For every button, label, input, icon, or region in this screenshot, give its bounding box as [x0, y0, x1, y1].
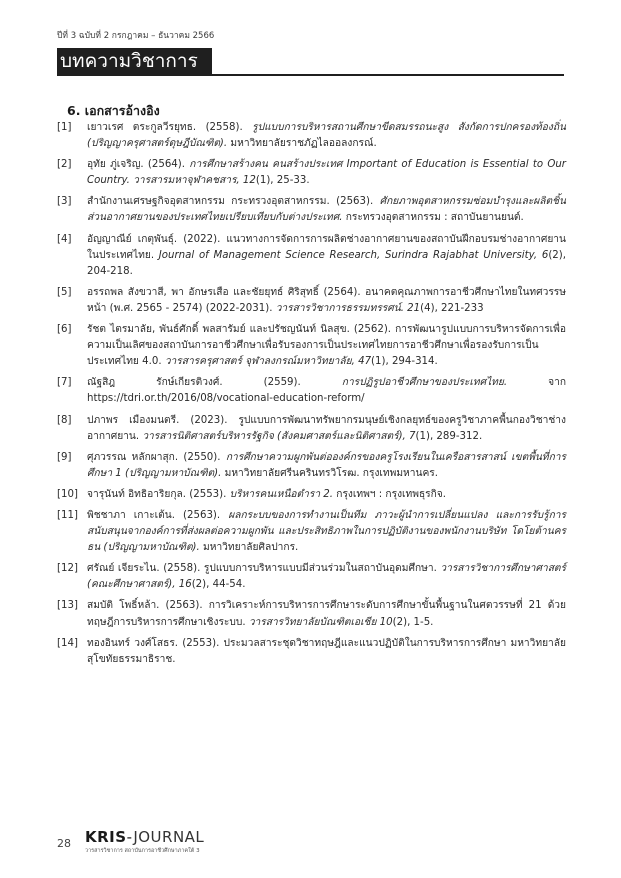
- reference-item: [57, 194, 566, 226]
- banner-rule: [57, 74, 564, 76]
- reference-text: [87, 636, 566, 668]
- reference-italic-segment: Journal of Management Science Research, Surindra Rajabhat University, 6: [158, 249, 549, 261]
- reference-text: [87, 561, 566, 593]
- reference-text: [87, 194, 566, 226]
- reference-number: [2]: [57, 159, 72, 171]
- reference-italic-segment: ผลกระบบของการทำงานเป็นทีม ภาวะผู้นำการเปลี่ยนแปลง และการรับรู้การสนับสนุนจากองค์การที่ส่งผลต่อความผูกพัน และประสิทธิภาพในการปฏิบัติงานของพนักงานบริษัท โดโยต้านครธน (ปริญญามหาบัณฑิต).: [87, 509, 566, 554]
- reference-number: [14]: [57, 637, 78, 649]
- reference-segment: สำนักงานเศรษฐกิจอุตสาหกรรม กระทรวงอุตสาหกรรม. (2563).: [87, 196, 380, 208]
- reference-segment: กระทรวงอุตสาหกรรม : สถาบันยานยนต์.: [342, 212, 524, 224]
- reference-segment: (1), 294-314.: [371, 356, 438, 368]
- reference-number: [7]: [57, 377, 72, 389]
- reference-item: [57, 561, 566, 593]
- reference-segment: ศรัณย์ เจียระไน. (2558). รูปแบบการบริหารแบบมีส่วนร่วมในสถาบันอุดมศึกษา.: [87, 563, 441, 575]
- logo-dash: -: [126, 828, 134, 846]
- reference-italic-segment: การศึกษาสร้างคน คนสร้างประเทศ Important of Education is Essential to Our Country. วารสารมหาจุฬาคชสาร, 12: [87, 159, 566, 187]
- journal-subtitle: วารสารวิชาการ สถาบันการอาชีวศึกษาภาคใต้ 3: [85, 848, 200, 854]
- reference-item: [57, 413, 566, 445]
- reference-text: [87, 375, 566, 407]
- reference-text: [87, 285, 566, 317]
- reference-italic-segment: วารสารครุศาสตร์ จุฬาลงกรณ์มหาวิทยาลัย, 47: [164, 356, 372, 368]
- reference-segment: (1), 25-33.: [255, 175, 310, 187]
- reference-segment: ทองอินทร์ วงศ์โสธร. (2553). ประมวลสาระชุดวิชาทฤษฎีและแนวปฏิบัติในการบริหารการศึกษา มหาวิทยาลัยสุโขทัยธรรมาธิราช.: [87, 637, 566, 665]
- logo-main: KRIS: [85, 828, 127, 846]
- reference-italic-segment: รูปแบบการบริหารสถานศึกษาขีดสมรรถนะสูง สังกัดการปกครองท้องถิ่น (ปริญญาครุศาสตร์ดุษฎีบัณฑิต).: [87, 122, 566, 150]
- logo-journal: JOURNAL: [133, 828, 205, 846]
- reference-number: [6]: [57, 324, 72, 336]
- reference-segment: จารุนันท์ อิทธิอาริยกุล. (2553).: [87, 488, 230, 500]
- reference-number: [5]: [57, 286, 72, 298]
- reference-italic-segment: วารสารวิชาการศึกษาศาสตร์ (คณะศึกษาศาสตร์), 16: [87, 563, 566, 591]
- reference-segment: ณัฐสิฎ รักษ์เกียรติวงศ์. (2559).: [87, 377, 342, 389]
- page-number: 28: [57, 837, 71, 850]
- reference-italic-segment: วารสารวิชาการธรรมทรรศน์. 21: [275, 302, 421, 314]
- reference-number: [8]: [57, 414, 72, 426]
- journal-logo: [85, 828, 204, 846]
- reference-item: [57, 285, 566, 317]
- reference-segment: (2), 204-218.: [87, 249, 566, 277]
- reference-segment: มหาวิทยาลัยราชภัฏไลออลงกรณ์.: [227, 138, 377, 150]
- reference-segment: มหาวิทยาลัยศิลปากร.: [199, 542, 299, 554]
- reference-segment: ปภาพร เมืองมนตรี. (2023). รูปแบบการพัฒนาทรัพยากรมนุษย์เชิงกลยุทธ์ของครูวิชาภาคพื้นกองวิชาช่างอากาศยาน.: [87, 414, 566, 442]
- reference-segment: อรรถพล สังขวาสี, พา อักษรเสือ และชัยยุทธ์ ศิริสุทธิ์ (2564). อนาคตคุณภาพการอาชีวศึกษาไทยในทศวรรษหน้า (พ.ศ. 2565 - 2574) (2022-2031).: [87, 286, 566, 314]
- reference-number: [10]: [57, 488, 78, 500]
- reference-item: [57, 487, 566, 503]
- reference-number: [11]: [57, 509, 78, 521]
- reference-segment: (2), 1-5.: [392, 616, 434, 628]
- reference-item: [57, 508, 566, 556]
- reference-number: [3]: [57, 196, 72, 208]
- reference-italic-segment: ศักยภาพอุตสาหกรรมซ่อมบำรุงและผลิตชิ้นส่วนอากาศยานของประเทศไทยเปรียบเทียบกับต่างประเทศ.: [87, 196, 566, 224]
- reference-segment: (2), 44-54.: [191, 579, 246, 591]
- reference-item: [57, 636, 566, 668]
- reference-item: [57, 322, 566, 370]
- reference-segment: จาก https://tdri.or.th/2016/08/vocational-education-reform/: [87, 377, 566, 405]
- reference-number: [13]: [57, 600, 78, 612]
- reference-segment: มหาวิทยาลัยศรีนครินทรวิโรฒ. กรุงเทพมหานคร.: [221, 467, 438, 479]
- reference-segment: (1), 289-312.: [415, 430, 483, 442]
- reference-item: [57, 598, 566, 630]
- reference-text: [87, 157, 566, 189]
- reference-segment: กรุงเทพฯ : กรุงเทพธุรกิจ.: [333, 488, 447, 500]
- reference-text: [87, 413, 566, 445]
- references-heading: 6. เอกสารอ้างอิง: [67, 103, 160, 118]
- reference-number: [4]: [57, 233, 72, 245]
- reference-text: [87, 598, 566, 630]
- reference-list: [57, 120, 566, 673]
- reference-text: [87, 120, 566, 152]
- reference-item: [57, 232, 566, 280]
- reference-segment: สมบัติ โพธิ์หล้า. (2563). การวิเคราะห์การบริหารการศึกษาระดับการศึกษาขั้นพื้นฐานในศตวรรษที่ 21 ด้วยทฤษฎีการบริหารการศึกษาเชิงระบบ.: [87, 600, 566, 628]
- reference-segment: รัชต ไตรมาลัย, พันธ์ศักดิ์ พลสารัมย์ และปรัชญนันท์ นิลสุข. (2562). การพัฒนารูปแบบการบริหารจัดการเพื่อความเป็นเลิศของสถาบันการอาชีวศึกษาเพื่อรับรองการเป็นประเทศไทยการอาชีวศึกษาเพื่อรองรับการเป็นประเทศไทย 4.0.: [87, 324, 566, 368]
- reference-item: [57, 157, 566, 189]
- reference-text: [87, 508, 566, 556]
- reference-segment: ศุภวรรณ หลักผาสุก. (2550).: [87, 451, 226, 463]
- issue-line: ปีที่ 3 ฉบับที่ 2 กรกฎาคม – ธันวาคม 2566: [57, 31, 215, 41]
- reference-text: [87, 322, 566, 370]
- reference-text: [87, 487, 566, 503]
- reference-segment: พิชชาภา เกาะเต้น. (2563).: [87, 509, 229, 521]
- reference-number: [9]: [57, 451, 72, 463]
- reference-item: [57, 450, 566, 482]
- reference-italic-segment: วารสารวิทยาลัยบัณฑิตเอเชีย 10: [248, 616, 393, 628]
- reference-text: [87, 450, 566, 482]
- reference-italic-segment: การศึกษาความผูกพันต่อองค์กรของครูโรงเรียนในเครือสารสาสน์ เขตพื้นที่การศึกษา 1 (ปริญญามหาบัณฑิต).: [87, 451, 566, 479]
- reference-italic-segment: บริหารคนเหนือตำรา 2.: [229, 488, 334, 500]
- reference-number: [12]: [57, 563, 78, 575]
- reference-text: [87, 232, 566, 280]
- reference-italic-segment: การปฏิรูปอาชีวศึกษาของประเทศไทย.: [341, 377, 508, 389]
- reference-segment: เยาวเรศ ตระกูลวีรยุทธ. (2558).: [87, 122, 253, 133]
- reference-italic-segment: วารสารนิติศาสตร์บริหารรัฐกิจ (สังคมศาสตร์และนิติศาสตร์), 7: [142, 430, 416, 442]
- reference-segment: อุทัย ภู่เจริญ. (2564).: [87, 159, 190, 171]
- section-banner: บทความวิชาการ: [57, 48, 212, 75]
- reference-item: [57, 375, 566, 407]
- reference-segment: (4), 221-233: [420, 302, 484, 314]
- reference-item: [57, 120, 566, 152]
- reference-number: [1]: [57, 122, 72, 133]
- reference-segment: อัญญาณีย์ เกตุพันธุ์. (2022). แนวทางการจัดการการผลิตช่างอากาศยานของสถาบันฝึกอบรมช่างอากาศยานในประเทศไทย.: [87, 233, 566, 261]
